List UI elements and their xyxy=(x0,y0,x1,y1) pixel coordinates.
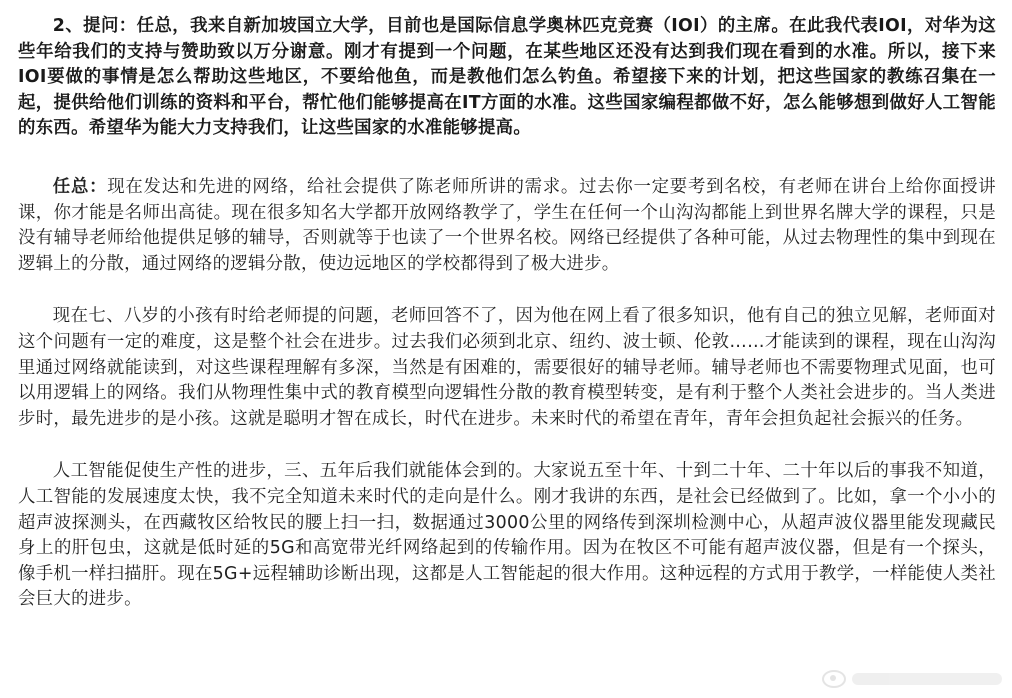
answer-paragraph-3 xyxy=(18,459,996,613)
answer-text-3: 人工智能促使生产性的进步，三、五年后我们就能体会到的。大家说五至十年、十到二十年、二十年以后的事我不知道，人工智能的发展速度太快，我不完全知道未来时代的走向是什么。刚才我讲的东西，是社会已经做到了。比如，拿一个小小的超声波探测头，在西藏牧区给牧民的腰上扫一扫，数据通过3000公里的网络传到深圳检测中心，从超声波仪器里能发现藏民身上的肝包虫，这就是低时延的5G和高宽带光纤网络起到的传输作用。因为在牧区不可能有超声波仪器，但是有一个探头，像手机一样扫描肝。现在5G+远程辅助诊断出现，这都是人工智能起的很大作用。这种远程的方式用于教学，一样能使人类社会巨大的进步。 xyxy=(18,461,996,610)
speaker-label: 任总： xyxy=(52,176,108,197)
question-text: 2、提问：任总，我来自新加坡国立大学，目前也是国际信息学奥林匹克竞赛（IOI）的主席。在此我代表IOI，对华为这些年给我们的支持与赞助致以万分谢意。刚才有提到一个问题，在某些地区还没有达到我们现在看到的水准。所以，接下来IOI要做的事情是怎么帮助这些地区，不要给他鱼，而是教他们怎么钓鱼。希望接下来的计划，把这些国家的教练召集在一起，提供给他们训练的资料和平台，帮忙他们能够提高在IT方面的水准。这些国家编程都做不好，怎么能够想到做好人工智能的东西。希望华为能大力支持我们，让这些国家的水准能够提高。 xyxy=(18,16,996,139)
watermark-bar xyxy=(852,673,1002,685)
answer-paragraph-2 xyxy=(18,304,996,432)
document-body xyxy=(18,14,996,613)
answer-text-2: 现在七、八岁的小孩有时给老师提的问题，老师回答不了，因为他在网上看了很多知识，他有自己的独立见解，老师面对这个问题有一定的难度，这是整个社会在进步。过去我们必须到北京、纽约、波士顿、伦敦……才能读到的课程，现在山沟沟里通过网络就能读到，对这些课程理解有多深，当然是有困难的，需要很好的辅导老师。辅导老师也不需要物理式见面，也可以用逻辑上的网络。我们从物理性集中式的教育模型向逻辑性分散的教育模型转变，是有利于整个人类社会进步的。当人类进步时，最先进步的是小孩。这就是聪明才智在成长，时代在进步。未来时代的希望在青年，青年会担负起社会振兴的任务。 xyxy=(18,306,996,429)
watermark xyxy=(792,668,1002,690)
question-paragraph xyxy=(18,14,996,142)
answer-paragraph-1 xyxy=(18,175,996,277)
answer-text-1: 现在发达和先进的网络，给社会提供了陈老师所讲的需求。过去你一定要考到名校，有老师在讲台上给你面授讲课，你才能是名师出高徒。现在很多知名大学都开放网络教学了，学生在任何一个山沟沟都能上到世界名牌大学的课程，只是没有辅导老师给他提供足够的辅导，否则就等于也读了一个世界名校。网络已经提供了各种可能，从过去物理性的集中到现在逻辑上的分散，通过网络的逻辑分散，使边远地区的学校都得到了极大进步。 xyxy=(18,176,996,274)
eye-icon xyxy=(822,670,846,688)
